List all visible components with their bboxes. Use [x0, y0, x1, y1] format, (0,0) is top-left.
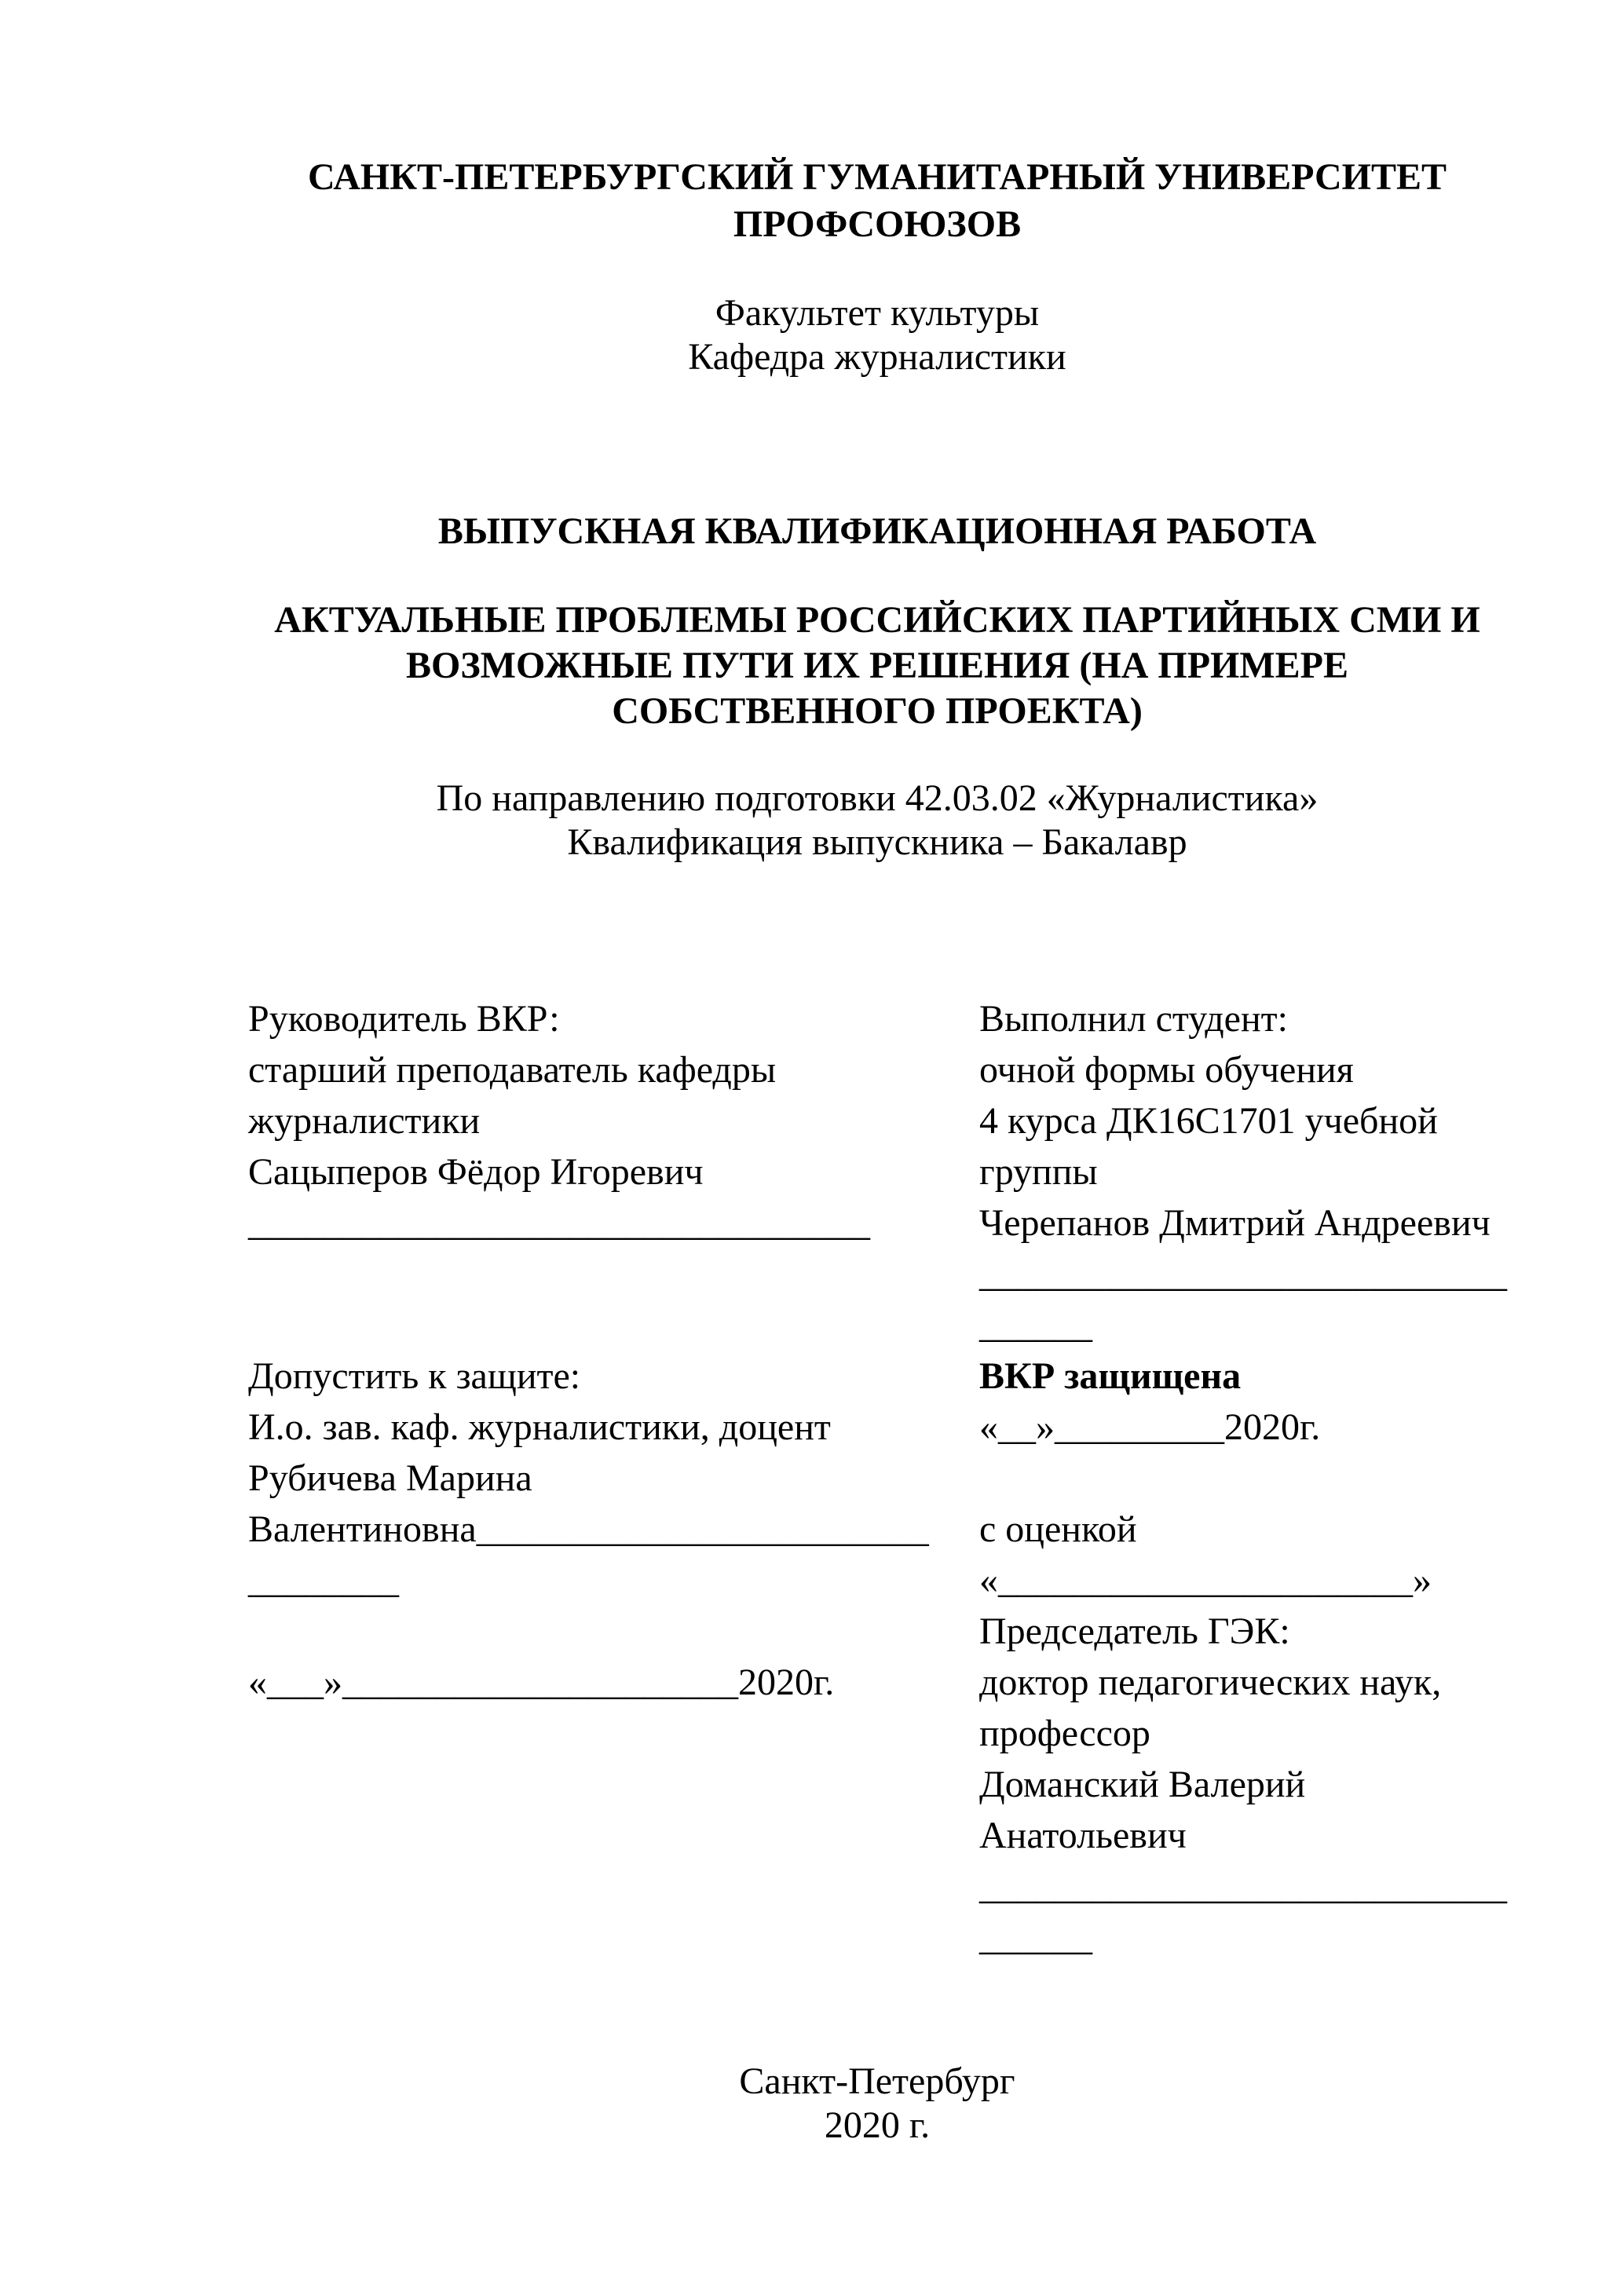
signature-line: _________________________________: [248, 1202, 870, 1244]
faculty-block: [248, 291, 1506, 379]
column-line: Доманский Валерий: [979, 1764, 1306, 1805]
university-name-line: САНКТ-ПЕТЕРБУРГСКИЙ ГУМАНИТАРНЫЙ УНИВЕРСИТЕТ: [307, 156, 1447, 198]
signature-line: ______: [979, 1917, 1092, 1958]
footer: [248, 2060, 1506, 2148]
column-line: журналистики: [248, 1100, 481, 1142]
work-type: [248, 509, 1506, 554]
column-line: [248, 1300, 939, 1351]
topic-line: ВОЗМОЖНЫЕ ПУТИ ИХ РЕШЕНИЯ (НА ПРИМЕРЕ: [405, 645, 1349, 686]
direction: По направлению подготовки 42.03.02 «Журналистика»: [436, 777, 1319, 819]
column-line: Валентиновна________________________: [248, 1508, 929, 1550]
column-line: 4 курса ДК16С1701 учебной: [979, 1100, 1438, 1142]
column-line: [248, 1606, 939, 1657]
signature-line: «___»_____________________2020г.: [248, 1662, 835, 1703]
column-line: Выполнил студент:: [979, 998, 1288, 1040]
column-line: Анатольевич: [979, 1815, 1187, 1856]
university-name-line: ПРОФСОЮЗОВ: [733, 203, 1022, 245]
signature-line: ______: [979, 1304, 1092, 1346]
department: Кафедра журналистики: [688, 336, 1066, 378]
column-line: Председатель ГЭК:: [979, 1610, 1290, 1652]
signature-line: ____________________________: [979, 1866, 1507, 1907]
column-line: доктор педагогических наук,: [979, 1662, 1442, 1703]
topic-line: АКТУАЛЬНЫЕ ПРОБЛЕМЫ РОССИЙСКИХ ПАРТИЙНЫХ СМИ И: [274, 599, 1480, 641]
signature-line: ________: [248, 1559, 399, 1601]
qualification: Квалификация выпускника – Бакалавр: [567, 821, 1187, 863]
column-line: Руководитель ВКР:: [248, 998, 560, 1040]
column-line: Рубичева Марина: [248, 1457, 532, 1499]
faculty: Факультет культуры: [715, 292, 1040, 334]
year: 2020 г.: [824, 2104, 931, 2146]
work-type-text: ВЫПУСКНАЯ КВАЛИФИКАЦИОННАЯ РАБОТА: [437, 510, 1317, 552]
topic-line: СОБСТВЕННОГО ПРОЕКТА): [612, 690, 1143, 732]
column-line: Сацыперов Фёдор Игоревич: [248, 1151, 704, 1193]
work-topic: [248, 598, 1506, 734]
column-line: с оценкой: [979, 1508, 1137, 1550]
column-line: группы: [979, 1151, 1098, 1193]
column-line: профессор: [979, 1713, 1150, 1754]
column-line: Черепанов Дмитрий Андреевич: [979, 1202, 1490, 1244]
city: Санкт-Петербург: [739, 2060, 1015, 2102]
column-line: Допустить к защите:: [248, 1355, 581, 1397]
column-line: [248, 1249, 939, 1300]
supervisor-column: [248, 993, 939, 1708]
signature-line: «______________________»: [979, 1559, 1432, 1601]
student-column: [979, 993, 1529, 1963]
signature-line: ____________________________: [979, 1253, 1507, 1295]
column-line: старший преподаватель кафедры: [248, 1049, 777, 1091]
direction-block: [248, 777, 1506, 865]
column-line: ВКР защищена: [979, 1355, 1242, 1397]
column-line: [979, 1453, 1529, 1504]
column-line: И.о. зав. каф. журналистики, доцент: [248, 1406, 831, 1448]
signature-line: «__»_________2020г.: [979, 1406, 1321, 1448]
column-line: очной формы обучения: [979, 1049, 1354, 1091]
university-name: [248, 154, 1506, 248]
